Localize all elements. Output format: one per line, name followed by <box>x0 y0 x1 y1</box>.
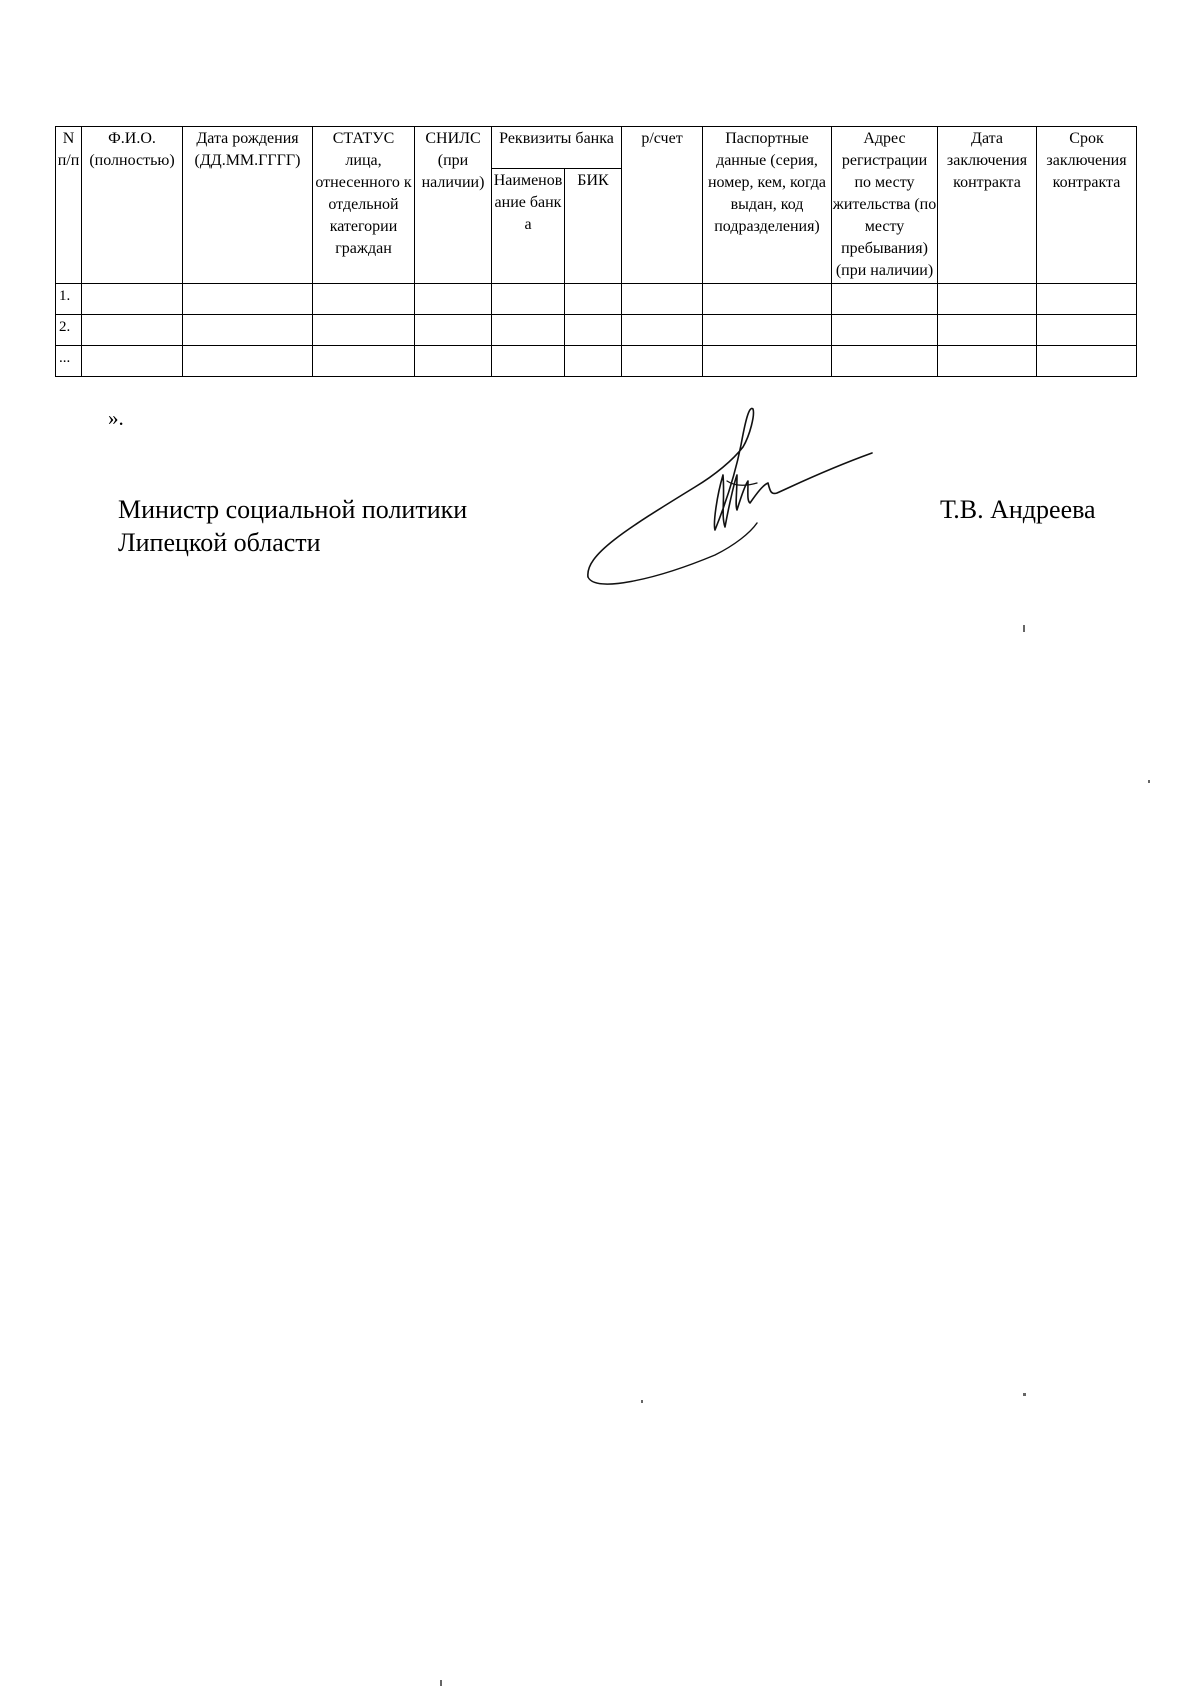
header-account: р/счет <box>622 127 703 284</box>
header-birth-date: Дата рождения (ДД.ММ.ГГГГ) <box>183 127 313 284</box>
signatory-title-line2: Липецкой области <box>118 528 321 557</box>
row-number: 2. <box>56 315 82 346</box>
header-status: СТАТУС лица, отнесенного к отдельной категории граждан <box>313 127 415 284</box>
header-bank-name: Наименование банка <box>492 168 565 283</box>
row-number: 1. <box>56 284 82 315</box>
header-bik: БИК <box>565 168 622 283</box>
signatory-title <box>118 493 467 559</box>
scan-speck <box>440 1680 442 1686</box>
header-snils: СНИЛС (при наличии) <box>415 127 492 284</box>
header-address: Адрес регистрации по месту жительства (по месту пребывания) (при наличии) <box>832 127 938 284</box>
header-num: N п/п <box>56 127 82 284</box>
registry-table <box>55 126 1137 377</box>
scan-speck <box>1148 780 1150 783</box>
header-contract-term: Срок заключения контракта <box>1037 127 1137 284</box>
header-bank-details: Реквизиты банка <box>492 127 622 169</box>
signatory-name: Т.В. Андреева <box>940 495 1096 524</box>
header-passport: Паспортные данные (серия, номер, кем, когда выдан, код подразделения) <box>703 127 832 284</box>
header-contract-date: Дата заключения контракта <box>938 127 1037 284</box>
closing-quote-mark: ». <box>108 406 124 430</box>
scan-speck <box>1023 1393 1026 1396</box>
scan-speck <box>1023 625 1025 632</box>
row-number: ... <box>56 346 82 377</box>
handwritten-signature <box>585 405 875 590</box>
table-row <box>56 346 1137 377</box>
table-row <box>56 315 1137 346</box>
header-fio: Ф.И.О. (полностью) <box>82 127 183 284</box>
scan-speck <box>641 1400 643 1403</box>
table-row <box>56 284 1137 315</box>
signatory-title-line1: Министр социальной политики <box>118 495 468 524</box>
